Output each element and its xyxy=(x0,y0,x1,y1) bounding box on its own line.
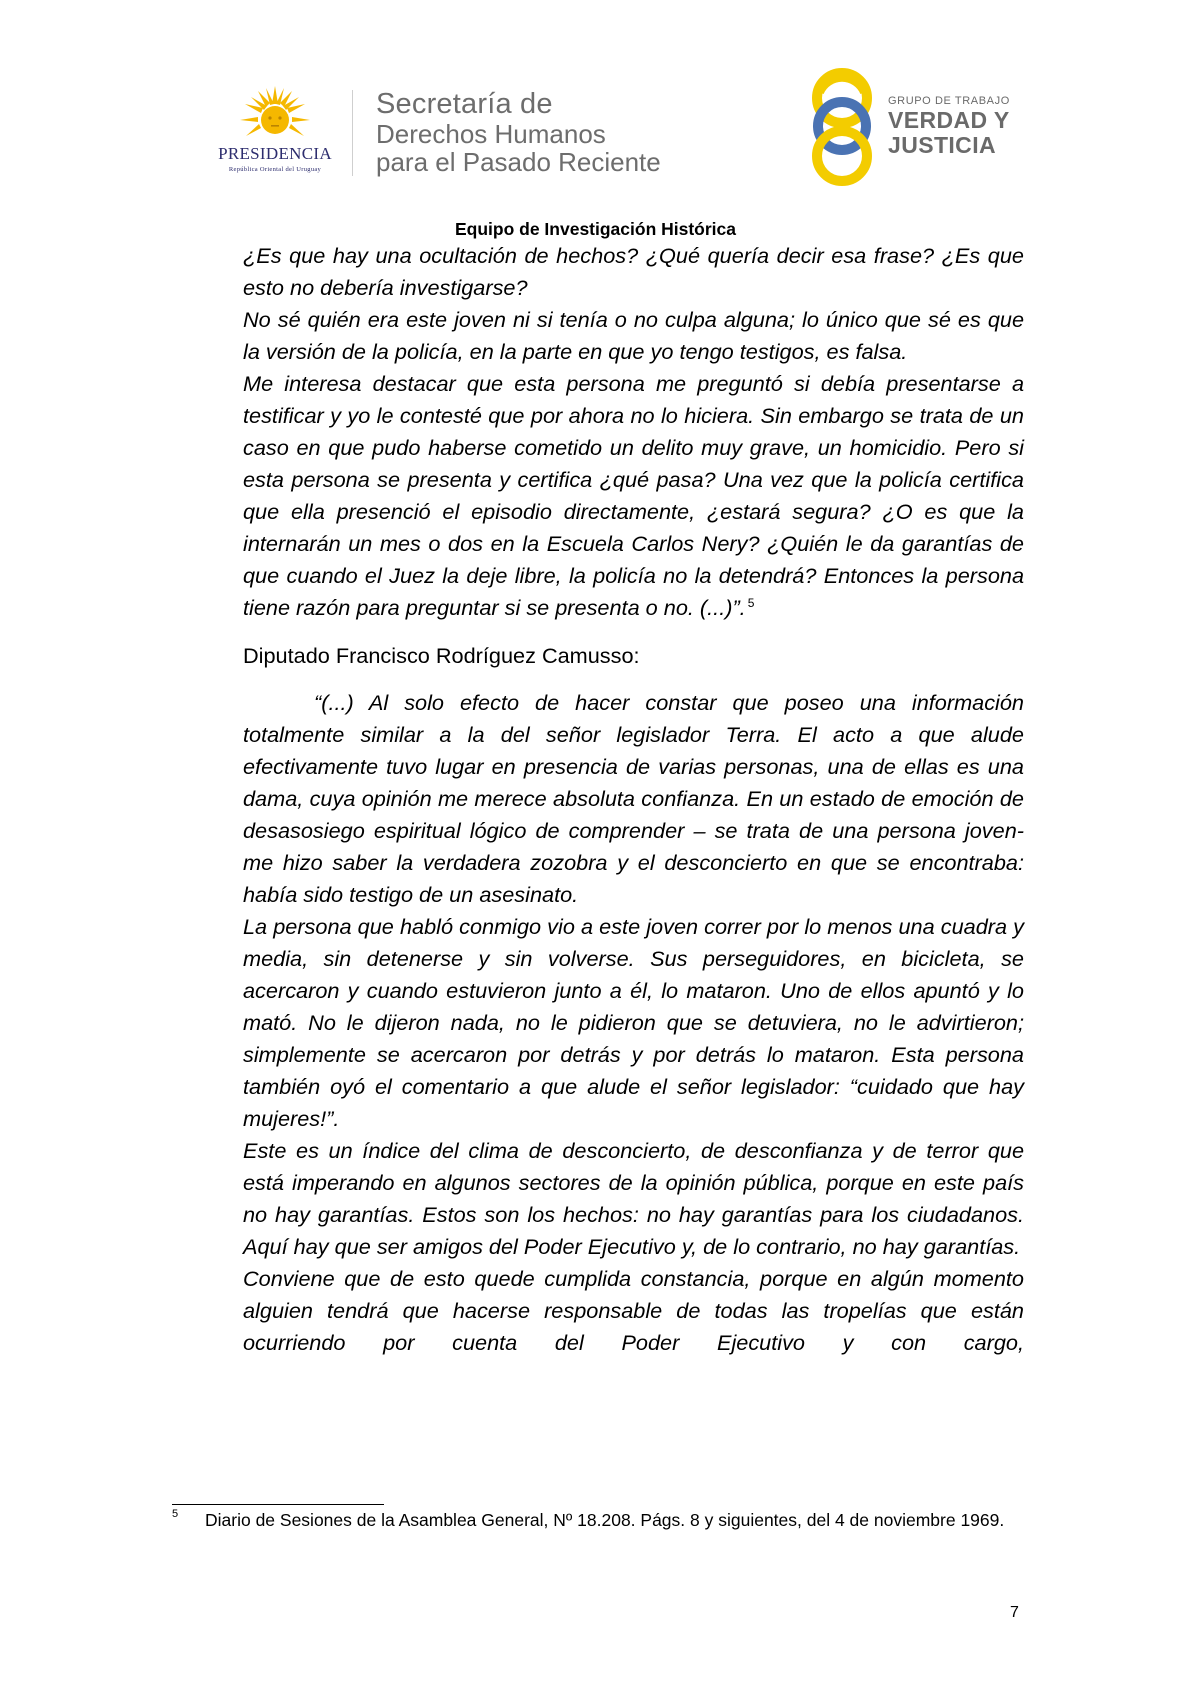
footnote-text: Diario de Sesiones de la Asamblea General, Nº 18.208. Págs. 8 y siguientes, del 4 de noviembre 1969. xyxy=(205,1510,1005,1530)
team-heading: Equipo de Investigación Histórica xyxy=(454,219,737,239)
quote-paragraph xyxy=(243,368,1024,624)
secretaria-line-3: para el Pasado Reciente xyxy=(376,147,661,177)
vyj-line-2: JUSTICIA xyxy=(888,132,996,158)
page-number: 7 xyxy=(1010,1604,1019,1621)
document-body xyxy=(243,240,1024,1359)
verdad-justicia-logo xyxy=(810,62,1020,192)
verdad-justicia-wordmark xyxy=(888,96,1010,157)
linked-rings-icon xyxy=(810,62,880,192)
secretaria-line-2: Derechos Humanos xyxy=(376,119,606,149)
secretaria-logo xyxy=(376,90,661,175)
presidencia-subtitle: República Oriental del Uruguay xyxy=(228,166,322,173)
quote-paragraph: Este es un índice del clima de desconcierto, de desconfianza y de terror que está imperando en algunos sectores de la opinión pública, porque en este país no hay garantías. Estos son los hechos: no hay garantías para los ciudadanos. Aquí hay que ser amigos del Poder Ejecutivo y, de lo contrario, no hay garantías. xyxy=(243,1138,1024,1259)
speaker-line: Diputado Francisco Rodríguez Camusso: xyxy=(243,643,640,668)
sun-icon xyxy=(238,86,312,144)
presidencia-logo xyxy=(196,86,354,176)
quote-paragraph: ¿Es que hay una ocultación de hechos? ¿Qué quería decir esa frase? ¿Es que esto no debería investigarse? xyxy=(243,243,1024,300)
header-divider xyxy=(352,90,353,176)
quote-text: Me interesa destacar que esta persona me preguntó si debía presentarse a testificar y yo le contesté que por ahora no lo hiciera. Sin embargo se trata de un caso en que pudo haberse cometido un delito muy grave, un homicidio. Pero si esta persona se presenta y certifica ¿qué pasa? Una vez que la policía certifica que ella presenció el episodio directamente, ¿estará segura? ¿O es que la internarán un mes o dos en la Escuela Carlos Nery? ¿Quién le da garantías de que cuando el Juez la deje libre, la policía no la detendrá? Entonces la persona tiene razón para preguntar si se presenta o no. (...)”. xyxy=(243,371,1024,620)
presidencia-name: PRESIDENCIA xyxy=(218,144,332,163)
quote-paragraph: La persona que habló conmigo vio a este joven correr por lo menos una cuadra y media, sin detenerse y sin volverse. Sus perseguidores, en bicicleta, se acercaron y cuando estuvieron junto a él, lo mataron. Uno de ellos apuntó y lo mató. No le dijeron nada, no le pidieron que se detuviera, no le advirtieron; simplemente se acercaron por detrás y por detrás lo mataron. Esta persona también oyó el comentario a que alude el señor legislador: “cuidado que hay mujeres!”. xyxy=(243,914,1024,1131)
footnote-rule xyxy=(172,1504,384,1505)
vyj-line-1: VERDAD Y xyxy=(888,107,1010,133)
footnote-number: 5 xyxy=(172,1508,179,1520)
vyj-small-label: GRUPO DE TRABAJO xyxy=(888,95,1010,107)
secretaria-line-1: Secretaría de xyxy=(376,88,553,120)
quote-paragraph: “(...) Al solo efecto de hacer constar que poseo una información totalmente similar a la del señor legislador Terra. El acto a que alude efectivamente tuvo lugar en presencia de varias personas, una de ellas es una dama, cuya opinión me merece absoluta confianza. En un estado de emoción de desasosiego espiritual lógico de comprender – se trata de una persona joven- me hizo saber la verdadera zozobra y el desconcierto en que se encontraba: había sido testigo de un asesinato. xyxy=(243,690,1024,907)
footnote-reference: 5 xyxy=(747,595,755,610)
quote-paragraph: Conviene que de esto quede cumplida constancia, porque en algún momento alguien tendrá que hacerse responsable de todas las tropelías que están ocurriendo por cuenta del Poder Ejecutivo y con cargo, xyxy=(243,1266,1024,1355)
quote-paragraph: No sé quién era este joven ni si tenía o no culpa alguna; lo único que sé es que la versión de la policía, en la parte en que yo tengo testigos, es falsa. xyxy=(243,307,1024,364)
